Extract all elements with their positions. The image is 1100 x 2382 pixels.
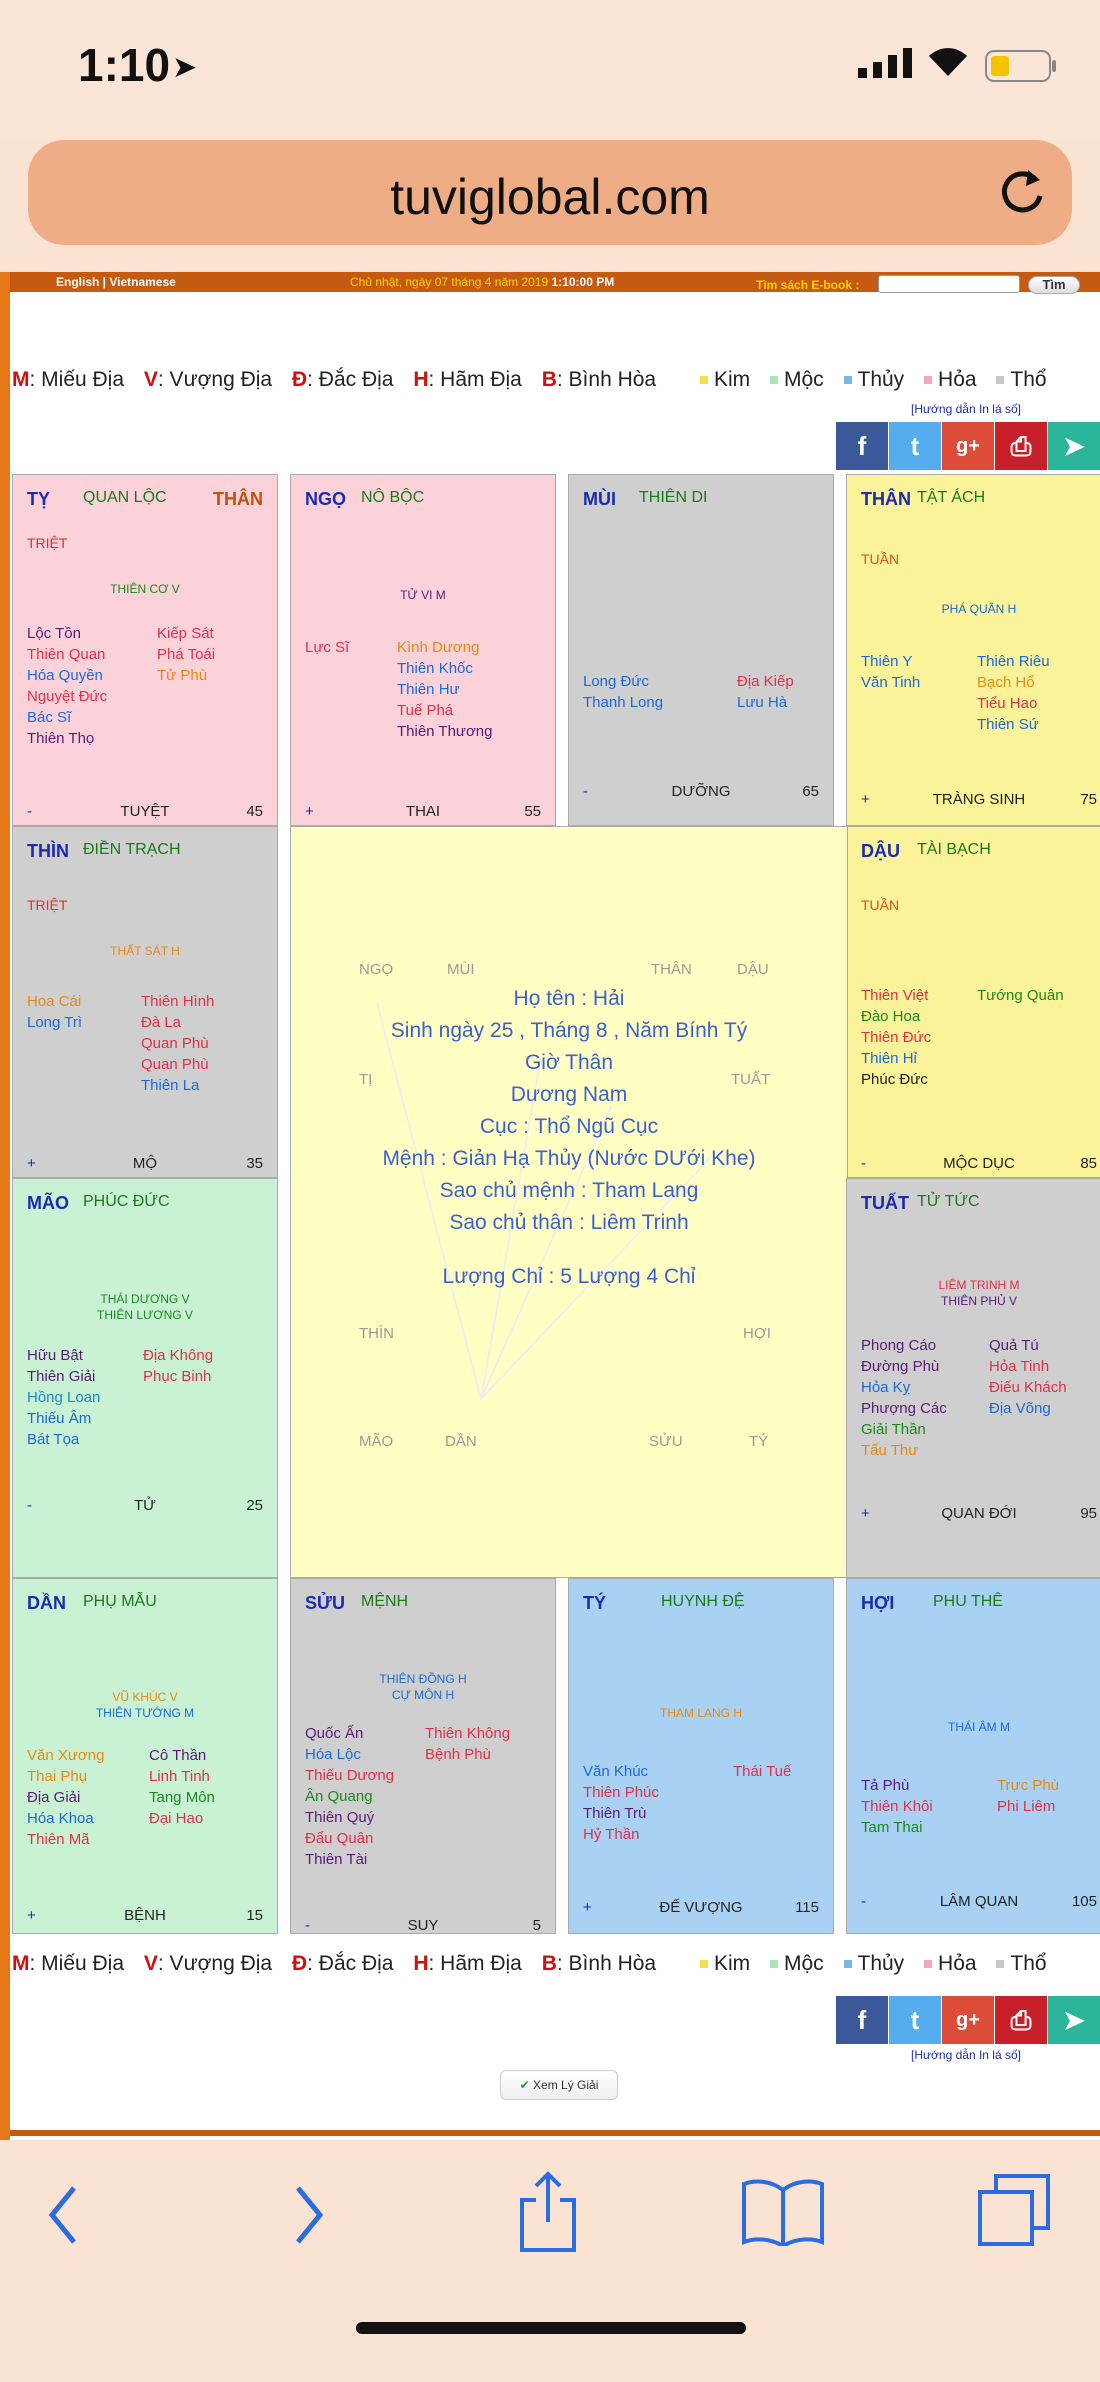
dir-mao: MÃO (359, 1433, 394, 1450)
stars-left: Long Đức Thanh Long (583, 673, 664, 711)
main-star: THẤT SÁT H (110, 944, 180, 958)
cell-palace: TỬ TỨC (917, 1193, 980, 1210)
palace-suu[interactable]: SỬU MỆNH THIÊN ĐỒNG H CỰ MÔN H Quốc Ấn Hóa Lộc Thiếu Dương Ân Quang Thiên Quý Đẩu Quân Thiên Tài Thiên Không Bệnh Phù - SUY 5 (290, 1578, 556, 1934)
cell-branch: TÝ (583, 1593, 607, 1613)
cell-palace: HUYNH ĐỆ (661, 1593, 745, 1610)
share-bar-bottom (836, 1996, 1100, 2044)
person-name: Họ tên : Hải (513, 987, 625, 1010)
stars-left: Hữu Bật Thiên Giải Hồng Loan Thiếu Âm Bát Tọa (27, 1347, 101, 1448)
forward-icon[interactable] (284, 2180, 334, 2250)
browser-toolbar (0, 2140, 1100, 2382)
tabs-icon[interactable] (974, 2170, 1054, 2250)
stars-right: Kình Dương Thiên Khốc Thiên Hư Tuế Phá Thiên Thương (397, 639, 493, 740)
cell-palace: NÔ BỘC (361, 489, 425, 506)
cell-branch: THÂN (861, 489, 911, 509)
stars-right: Quả Tú Hỏa Tinh Điếu Khách Địa Võng (989, 1337, 1067, 1417)
ebook-search-input[interactable] (878, 275, 1020, 293)
cell-branch: DẬU (861, 841, 900, 861)
ebook-label: Tìm sách E-book : (756, 278, 860, 292)
ebook-search-button[interactable]: Tìm (1028, 276, 1080, 294)
menh: Mệnh : Giản Hạ Thủy (Nước DƯới Khe) (382, 1147, 756, 1170)
sao-chu-menh: Sao chủ mệnh : Tham Lang (439, 1179, 699, 1202)
main-star: PHÁ QUÂN H (941, 602, 1017, 616)
birth-date: Sinh ngày 25 , Tháng 8 , Năm Bính Tý (390, 1019, 748, 1042)
palace-mui[interactable]: MÙI THIÊN DI Long Đức Thanh Long Địa Kiếp Lưu Hà - DƯỠNG 65 (568, 474, 834, 826)
location-arrow-icon: ➤ (172, 51, 198, 84)
web-page (0, 272, 1100, 2140)
dir-suu: SỬU (649, 1433, 683, 1450)
palace-ngo[interactable]: NGỌ NÔ BỘC TỬ VI M Lực Sĩ Kình Dương Thiên Khốc Thiên Hư Tuế Phá Thiên Thương + THAI 55 (290, 474, 556, 826)
dir-than: THÂN (651, 961, 692, 978)
check-icon: ✔ (519, 2078, 534, 2092)
stars-left: Lộc Tồn Thiên Quan Hóa Quyền Nguyệt Đức Bác Sĩ Thiên Thọ (27, 625, 108, 747)
main-star: LIÊM TRINH M THIÊN PHỦ V (938, 1278, 1020, 1308)
google-plus-icon[interactable]: g+ (942, 422, 994, 470)
stars-right: Thiên Riêu Bạch Hổ Tiểu Hao Thiên Sứ (977, 653, 1050, 733)
stars-right: Thiên Không Bệnh Phù (425, 1725, 511, 1763)
main-star: VŨ KHÚC V THIÊN TƯỚNG M (95, 1690, 195, 1720)
stars-left: Hoa Cái Long Trì (27, 993, 83, 1031)
palace-hoi[interactable]: HỢI PHU THÊ THÁI ÂM M Tả Phù Thiên Khôi Tam Thai Trực Phù Phi Liêm - LÂM QUAN 105 (846, 1578, 1100, 1934)
sao-chu-than: Sao chủ thân : Liêm Trinh (449, 1211, 689, 1234)
cell-branch: MÃO (27, 1193, 69, 1213)
facebook-icon[interactable]: f (836, 1996, 888, 2044)
share-icon[interactable] (516, 2170, 580, 2254)
share-bar (836, 422, 1100, 470)
dir-thin: THÌN (359, 1325, 394, 1342)
google-plus-icon[interactable]: g+ (942, 1996, 994, 2044)
signal-icon (858, 48, 914, 78)
main-star: THAM LANG H (659, 1706, 742, 1720)
cell-palace: TẬT ÁCH (917, 489, 986, 506)
palace-ty-snake[interactable]: TỴ QUAN LỘC THÂN TRIỆT THIÊN CƠ V Lộc Tồn Thiên Quan Hóa Quyền Nguyệt Đức Bác Sĩ Thiên Thọ Kiếp Sát Phá Toái Tử Phù - TUYỆT 45 (12, 474, 278, 826)
birth-hour: Giờ Thân (524, 1051, 614, 1074)
dir-ti: TỊ (359, 1071, 373, 1088)
stars-left: Thiên Việt Đào Hoa Thiên Đức Thiên Hỉ Phúc Đức (861, 987, 932, 1088)
cell-palace: PHỤ MẪU (83, 1593, 157, 1610)
dir-ngo: NGỌ (359, 961, 394, 978)
cell-tag: TUẦN (861, 897, 900, 913)
cell-branch: TUẤT (861, 1193, 909, 1213)
chart-center (290, 826, 848, 1578)
url-text: tuviglobal.com (390, 169, 710, 225)
cuc: Cục : Thổ Ngũ Cục (479, 1115, 659, 1138)
wifi-icon (925, 44, 971, 78)
clock: 1:10 (78, 39, 171, 91)
twitter-icon[interactable]: t (889, 1996, 941, 2044)
cell-branch: NGỌ (305, 489, 347, 509)
stars-left: Lực Sĩ (305, 639, 350, 656)
page-footer-bar (10, 2130, 1100, 2136)
cell-branch: THÌN (27, 841, 69, 861)
bookmarks-icon[interactable] (740, 2176, 826, 2246)
language-links[interactable]: English | Vietnamese (56, 275, 176, 289)
cell-tag: TRIỆT (27, 897, 68, 913)
telegram-icon[interactable]: ➤ (1048, 1996, 1100, 2044)
cell-palace: ĐIỀN TRẠCH (83, 841, 181, 858)
dir-mui: MÙI (447, 961, 475, 978)
stars-right: Thiên Hình Đà La Quan Phù Quan Phù Thiên La (141, 993, 215, 1094)
cell-palace: QUAN LỘC (83, 489, 167, 506)
cell-body-marker: THÂN (213, 489, 263, 509)
palace-than[interactable]: THÂN TẬT ÁCH TUẦN PHÁ QUÂN H Thiên Y Văn Tinh Thiên Riêu Bạch Hổ Tiểu Hao Thiên Sứ + TRÀNG SINH 75 (846, 474, 1100, 826)
cell-branch: SỬU (305, 1593, 345, 1613)
telegram-icon[interactable]: ➤ (1048, 422, 1100, 470)
main-star: THIÊN ĐỒNG H CỰ MÔN H (379, 1672, 467, 1702)
cell-palace: THIÊN DI (639, 489, 708, 506)
facebook-icon[interactable]: f (836, 422, 888, 470)
cell-palace: PHÚC ĐỨC (83, 1193, 170, 1210)
battery-icon (985, 50, 1057, 82)
palace-ty-rat[interactable]: TÝ HUYNH ĐỆ THAM LANG H Văn Khúc Thiên Phúc Thiên Trù Hỷ Thần Thái Tuế + ĐẾ VƯỢNG 115 (568, 1578, 834, 1934)
reload-icon[interactable] (996, 166, 1048, 218)
dir-tuat: TUẤT (731, 1071, 771, 1088)
stars-right: Tướng Quân (977, 987, 1064, 1004)
main-star: THÁI ÂM M (948, 1720, 1010, 1734)
main-star: THIÊN CƠ V (110, 582, 180, 596)
legend-top: M: Miếu Địa V: Vượng Địa Đ: Đắc Địa H: Hãm Địa B: Bình Hòa Kim Mộc Thủy Hỏa Thổ (12, 368, 1047, 391)
cell-tag: TRIỆT (27, 535, 68, 551)
dir-dan: DẦN (445, 1433, 477, 1450)
stars-left: Quốc Ấn Hóa Lộc Thiếu Dương Ân Quang Thiên Quý Đẩu Quân Thiên Tài (305, 1725, 395, 1868)
status-bar (0, 0, 1100, 140)
gender: Dương Nam (510, 1083, 628, 1106)
cell-branch: MÙI (583, 489, 616, 509)
dir-hoi: HỢI (743, 1325, 771, 1342)
cell-palace: TÀI BẠCH (917, 841, 991, 858)
back-icon[interactable] (40, 2180, 90, 2250)
stars-left: Phong Cáo Đường Phù Hỏa Kỵ Phượng Các Giải Thần Tấu Thư (861, 1337, 947, 1459)
main-star: THÁI DƯƠNG V THIÊN LƯƠNG V (97, 1292, 193, 1322)
print-guide-link-bottom[interactable]: [Hướng dẫn In lá số] (911, 2048, 1021, 2062)
dir-dau: DẬU (737, 961, 769, 978)
stars-right: Trực Phù Phi Liêm (997, 1777, 1059, 1815)
print-guide-link[interactable]: [Hướng dẫn In lá số] (911, 402, 1021, 416)
home-indicator[interactable] (356, 2322, 746, 2334)
stars-left: Văn Xương Thai Phụ Địa Giải Hóa Khoa Thiên Mã (27, 1747, 105, 1848)
cell-branch: DẦN (27, 1593, 66, 1613)
print-icon[interactable]: ⎙ (995, 422, 1047, 470)
palace-dau[interactable]: DẬU TÀI BẠCH TUẦN Thiên Việt Đào Hoa Thiên Đức Thiên Hỉ Phúc Đức Tướng Quân - MỘC DỤC 85 (846, 826, 1100, 1178)
stars-right: Kiếp Sát Phá Toái Tử Phù (157, 625, 216, 684)
palace-tuat[interactable]: TUẤT TỬ TỨC LIÊM TRINH M THIÊN PHỦ V Phong Cáo Đường Phù Hỏa Kỵ Phượng Các Giải Thần Tấu Thư Quả Tú Hỏa Tinh Điếu Khách Địa Võng + QUAN ĐỚI 95 (846, 1178, 1100, 1578)
palace-dan[interactable]: DẦN PHỤ MẪU VŨ KHÚC V THIÊN TƯỚNG M Văn Xương Thai Phụ Địa Giải Hóa Khoa Thiên Mã Cô Thần Linh Tinh Tang Môn Đại Hao + BỆNH 15 (12, 1578, 278, 1934)
stars-right: Thái Tuế (733, 1763, 792, 1780)
site-topbar (10, 272, 1100, 292)
xem-ly-giai-button[interactable]: ✔ Xem Lý Giải (500, 2070, 618, 2100)
address-bar[interactable] (28, 140, 1072, 245)
cell-tag: TUẦN (861, 551, 900, 567)
stars-left: Tả Phù Thiên Khôi Tam Thai (861, 1777, 933, 1836)
cell-branch: HỢI (861, 1593, 895, 1613)
luong-chi: Lượng Chỉ : 5 Lượng 4 Chỉ (442, 1265, 696, 1288)
cell-palace: PHU THÊ (933, 1593, 1003, 1610)
cell-branch: TỴ (27, 489, 51, 509)
date-text: Chủ nhật, ngày 07 tháng 4 năm 2019 1:10:00 PM (350, 275, 615, 289)
twitter-icon[interactable]: t (889, 422, 941, 470)
aspect-lines (291, 827, 849, 1579)
stars-right: Địa Không Phục Binh (143, 1347, 214, 1385)
stars-right: Địa Kiếp Lưu Hà (737, 673, 794, 711)
main-star: TỬ VI M (400, 588, 446, 602)
cell-palace: MỆNH (361, 1593, 409, 1610)
print-icon[interactable]: ⎙ (995, 1996, 1047, 2044)
palace-thin[interactable]: THÌN ĐIỀN TRẠCH TRIỆT THẤT SÁT H Hoa Cái Long Trì Thiên Hình Đà La Quan Phù Quan Phù Thiên La + MỘ 35 (12, 826, 278, 1178)
stars-left: Văn Khúc Thiên Phúc Thiên Trù Hỷ Thần (583, 1763, 659, 1843)
dir-ty: TÝ (749, 1433, 769, 1450)
stars-left: Thiên Y Văn Tinh (861, 653, 921, 691)
stars-right: Cô Thần Linh Tinh Tang Môn Đại Hao (149, 1747, 215, 1827)
palace-mao[interactable]: MÃO PHÚC ĐỨC THÁI DƯƠNG V THIÊN LƯƠNG V Hữu Bật Thiên Giải Hồng Loan Thiếu Âm Bát Tọa Địa Không Phục Binh - TỬ 25 (12, 1178, 278, 1578)
legend-bottom: M: Miếu Địa V: Vượng Địa Đ: Đắc Địa H: Hãm Địa B: Bình Hòa Kim Mộc Thủy Hỏa Thổ (12, 1952, 1047, 1975)
